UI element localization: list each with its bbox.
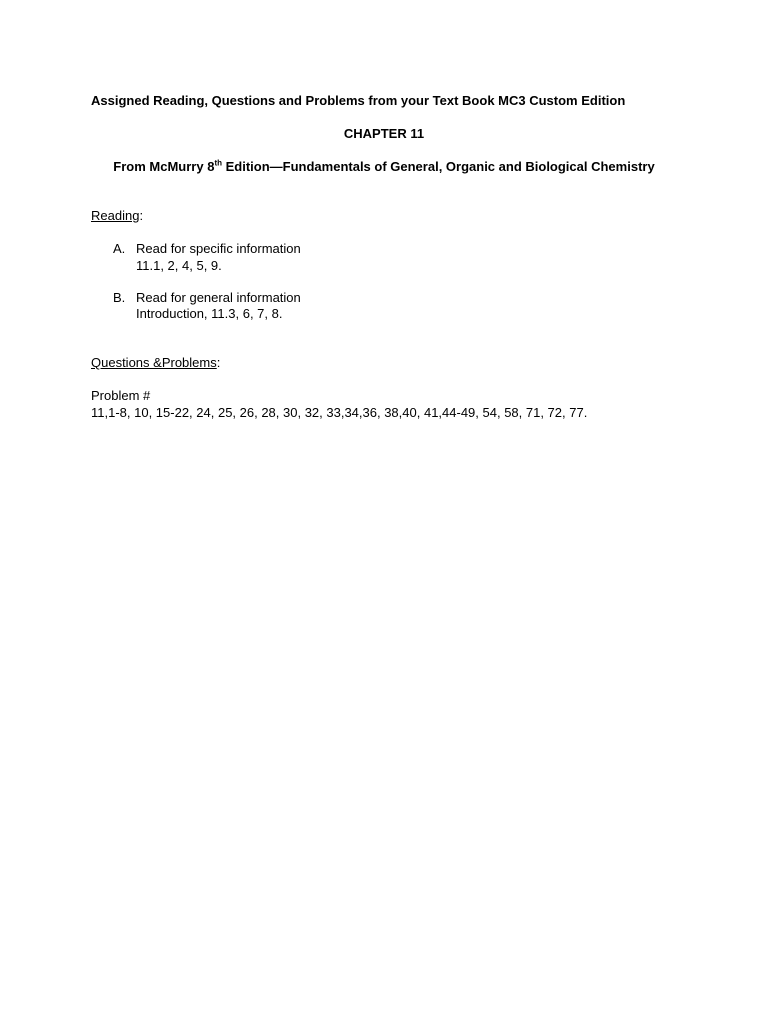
source-suffix: Edition—Fundamentals of General, Organic and Biological Chemistry: [222, 159, 655, 174]
reading-item-title: Read for general information: [136, 290, 301, 305]
reading-heading-label: Reading: [91, 208, 140, 223]
reading-item-detail: Introduction, 11.3, 6, 7, 8.: [136, 306, 283, 321]
reading-item-marker: A.: [113, 241, 126, 256]
reading-item-title: Read for specific information: [136, 241, 301, 256]
questions-heading-colon: :: [216, 355, 221, 370]
source-superscript: th: [214, 158, 222, 168]
questions-heading-label: Questions &Problems: [91, 355, 217, 370]
source-heading: [0, 158, 768, 175]
document-title-text: Assigned Reading, Questions and Problems from your Text Book MC3 Custom Edition: [91, 93, 626, 108]
reading-item-marker: B.: [113, 290, 126, 305]
problem-label: Problem #: [91, 388, 151, 403]
questions-heading: [91, 354, 220, 371]
document-title: [91, 92, 625, 109]
reading-item-detail: 11.1, 2, 4, 5, 9.: [136, 258, 222, 273]
chapter-heading-text: CHAPTER 11: [343, 126, 425, 141]
reading-heading: [91, 207, 143, 224]
chapter-heading: [0, 125, 768, 142]
problem-list: 11,1-8, 10, 15-22, 24, 25, 26, 28, 30, 32, 33,34,36, 38,40, 41,44-49, 54, 58, 71, 72, 77.: [91, 405, 588, 420]
reading-heading-colon: :: [139, 208, 144, 223]
source-prefix: From McMurry 8: [113, 159, 215, 174]
